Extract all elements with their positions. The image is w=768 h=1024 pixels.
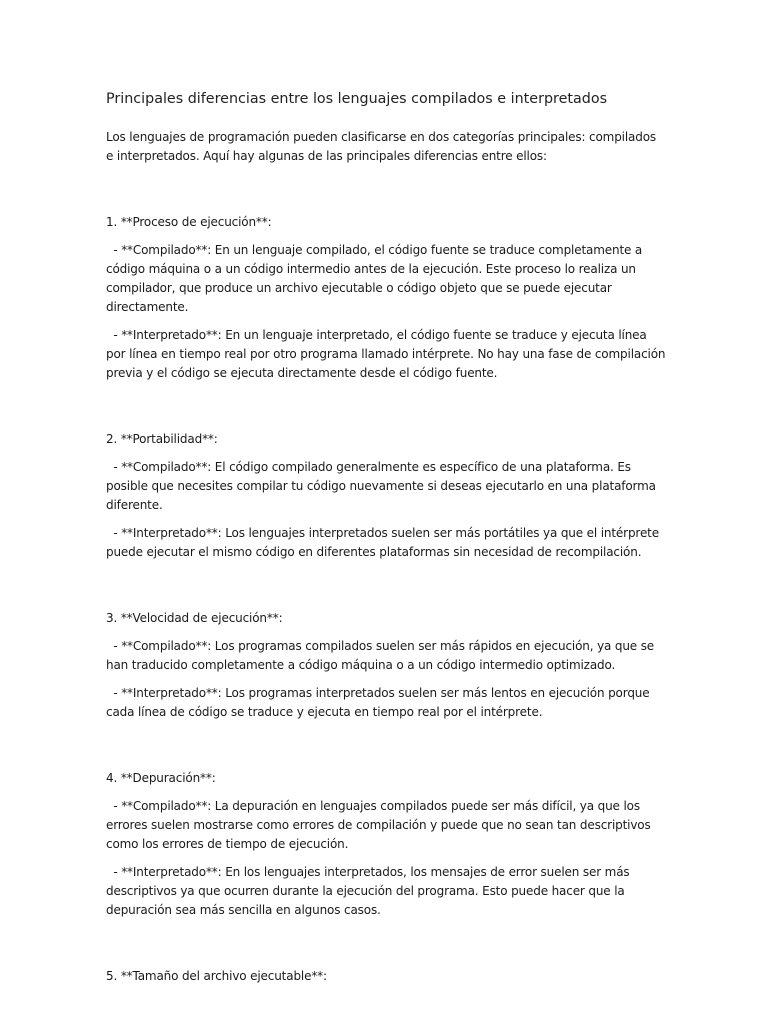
section-execution — [106, 213, 670, 383]
interpreted-item: - **Interpretado**: Los programas interpretados suelen ser más lentos en ejecución porque cada línea de código se traduce y ejecuta en tiempo real por el intérprete. — [106, 686, 654, 719]
section-heading: 3. **Velocidad de ejecución**: — [106, 611, 283, 625]
section-portability — [106, 430, 666, 562]
page-title: Principales diferencias entre los lenguajes compilados e interpretados — [106, 91, 608, 107]
section-debugging — [106, 769, 666, 920]
section-heading: 5. **Tamaño del archivo ejecutable**: — [106, 969, 327, 983]
compiled-item: - **Compilado**: La depuración en lenguajes compilados puede ser más difícil, ya que los errores suelen mostrarse como errores de compilación y puede que no sean tan descriptivos como los errores de tiempo de ejecución. — [106, 799, 655, 851]
compiled-item: - **Compilado**: Los programas compilados suelen ser más rápidos en ejecución, ya que se han traducido completamente a código máquina o a un código intermedio optimizado. — [106, 639, 658, 672]
section-executable-size — [106, 967, 666, 986]
interpreted-item: - **Interpretado**: En un lenguaje interpretado, el código fuente se traduce y ejecuta línea por línea en tiempo real por otro programa llamado intérprete. No hay una fase de compilación previa y el código se ejecuta directamente desde el código fuente. — [106, 328, 670, 380]
interpreted-item: - **Interpretado**: En los lenguajes interpretados, los mensajes de error suelen ser más descriptivos ya que ocurren durante la ejecución del programa. Esto puede hacer que la depuración sea más sencilla en algunos casos. — [106, 865, 634, 917]
document-body — [106, 88, 670, 995]
intro-paragraph: Los lenguajes de programación pueden clasificarse en dos categorías principales: compilados e interpretados. Aquí hay algunas de las principales diferencias entre ellos: — [106, 130, 656, 163]
section-heading: 4. **Depuración**: — [106, 771, 216, 785]
compiled-item: - **Compilado**: El código compilado generalmente es específico de una plataforma. Es posible que necesites compilar tu código nuevamente si deseas ejecutarlo en una plataforma diferente. — [106, 460, 660, 512]
section-heading: 2. **Portabilidad**: — [106, 432, 218, 446]
section-speed — [106, 609, 666, 722]
compiled-item: - **Compilado**: En un lenguaje compilado, el código fuente se traduce completamente a código máquina o a un código intermedio antes de la ejecución. Este proceso lo realiza un compilador, que produce un archivo ejecutable o código objeto que se puede ejecutar directamente. — [106, 243, 646, 314]
interpreted-item: - **Interpretado**: Los lenguajes interpretados suelen ser más portátiles ya que el intérprete puede ejecutar el mismo código en diferentes plataformas sin necesidad de recompilación. — [106, 526, 663, 559]
section-heading: 1. **Proceso de ejecución**: — [106, 215, 272, 229]
